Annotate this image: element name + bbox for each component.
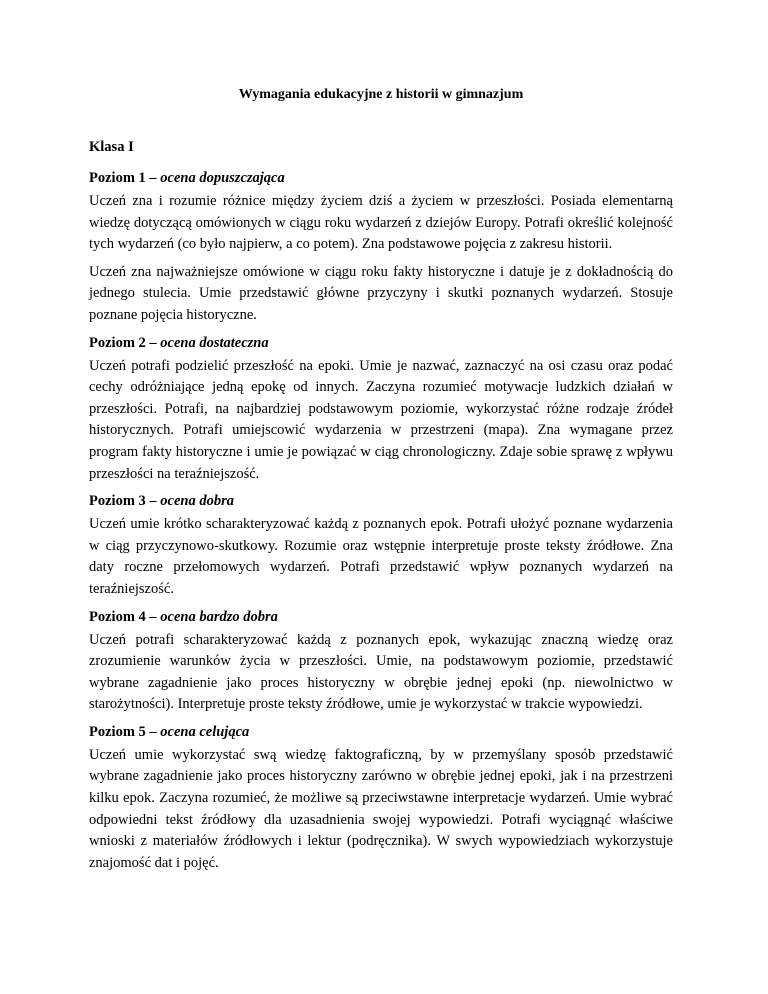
level-separator: – bbox=[145, 334, 161, 351]
level-heading bbox=[89, 168, 673, 188]
level-section-4 bbox=[89, 607, 673, 716]
level-heading bbox=[89, 333, 673, 353]
level-separator: – bbox=[145, 723, 161, 740]
level-separator: – bbox=[145, 170, 161, 186]
document-title: Wymagania edukacyjne z historii w gimnazjum bbox=[238, 87, 524, 102]
level-number: Poziom 1 bbox=[89, 170, 146, 186]
level-paragraph: Uczeń zna i rozumie różnice między życiem dziś a życiem w przeszłości. Posiada elementarną wiedzę dotyczącą omówionych w ciągu roku wydarzeń z dziejów Europy. Potrafi określić kolejność tych wydarzeń (co było najpierw, a co potem). Zna podstawowe pojęcia z zakresu historii. bbox=[89, 193, 673, 253]
level-grade: ocena bardzo dobra bbox=[160, 608, 278, 625]
level-number: Poziom 4 bbox=[89, 608, 146, 625]
level-number: Poziom 5 bbox=[89, 723, 146, 740]
levels-content bbox=[89, 168, 673, 880]
level-paragraph: Uczeń zna najważniejsze omówione w ciągu roku fakty historyczne i datuje je z dokładnością do jednego stulecia. Umie przedstawić główne przyczyny i skutki poznanych wydarzeń. Stosuje poznane pojęcia historyczne. bbox=[89, 263, 673, 323]
level-section-2 bbox=[89, 333, 673, 486]
level-grade: ocena celująca bbox=[160, 723, 250, 740]
level-number: Poziom 3 bbox=[89, 493, 146, 510]
level-heading bbox=[89, 491, 673, 511]
level-section-5 bbox=[89, 722, 673, 875]
level-separator: – bbox=[145, 608, 161, 625]
level-grade: ocena dostateczna bbox=[160, 334, 269, 351]
level-paragraph: Uczeń umie wykorzystać swą wiedzę faktograficzną, by w przemyślany sposób przedstawić wybrane zagadnienie jako proces historyczny zarówno w obrębie jednej epoki, jak i na przestrzeni kilku epok. Zaczyna rozumieć, że możliwe są przeciwstawne interpretacje wydarzeń. Umie wybrać odpowiedni tekst źródłowy dla uzasadnienia swojej wypowiedzi. Potrafi wyciągnąć właściwe wnioski z materiałów źródłowych i lektur (podręcznika). W swych wypowiedziach wykorzystuje znajomość dat i pojęć. bbox=[89, 746, 673, 871]
level-paragraph: Uczeń potrafi scharakteryzować każdą z poznanych epok, wykazując znaczną wiedzę oraz zrozumienie warunków życia w przeszłości. Umie, na podstawowym poziomie, przedstawić wybrane zagadnienie jako proces historyczny w obrębie jednej epoki (np. niewolnictwo w starożytności). Interpretuje proste teksty źródłowe, umie je wykorzystać w trakcie wypowiedzi. bbox=[89, 631, 673, 713]
level-section-3 bbox=[89, 491, 673, 600]
level-paragraph: Uczeń umie krótko scharakteryzować każdą z poznanych epok. Potrafi ułożyć poznane wydarzenia w ciąg przyczynowo-skutkowy. Rozumie oraz wstępnie interpretuje proste teksty źródłowe. Zna daty roczne przełomowych wydarzeń. Potrafi przedstawić wpływ poznanych wydarzeń na teraźniejszość. bbox=[89, 516, 673, 597]
level-number: Poziom 2 bbox=[89, 334, 146, 351]
level-section-1 bbox=[89, 168, 673, 327]
level-separator: – bbox=[145, 493, 161, 510]
class-heading: Klasa I bbox=[89, 139, 134, 155]
level-heading bbox=[89, 722, 673, 742]
level-grade: ocena dobra bbox=[160, 493, 234, 510]
level-heading bbox=[89, 607, 673, 627]
level-grade: ocena dopuszczająca bbox=[160, 170, 285, 186]
level-paragraph: Uczeń potrafi podzielić przeszłość na epoki. Umie je nazwać, zaznaczyć na osi czasu oraz podać cechy odróżniające jedną epokę od innych. Zaczyna rozumieć motywacje ludzkich działań w przeszłości. Potrafi, na najbardziej podstawowym poziomie, wykorzystać różne rodzaje źródeł historycznych. Potrafi umiejscowić wydarzenia w przestrzeni (mapa). Zna wymagane przez program fakty historyczne i umie je powiązać w ciąg chronologiczny. Zdaje sobie sprawę z wpływu przeszłości na teraźniejszość. bbox=[89, 357, 673, 482]
